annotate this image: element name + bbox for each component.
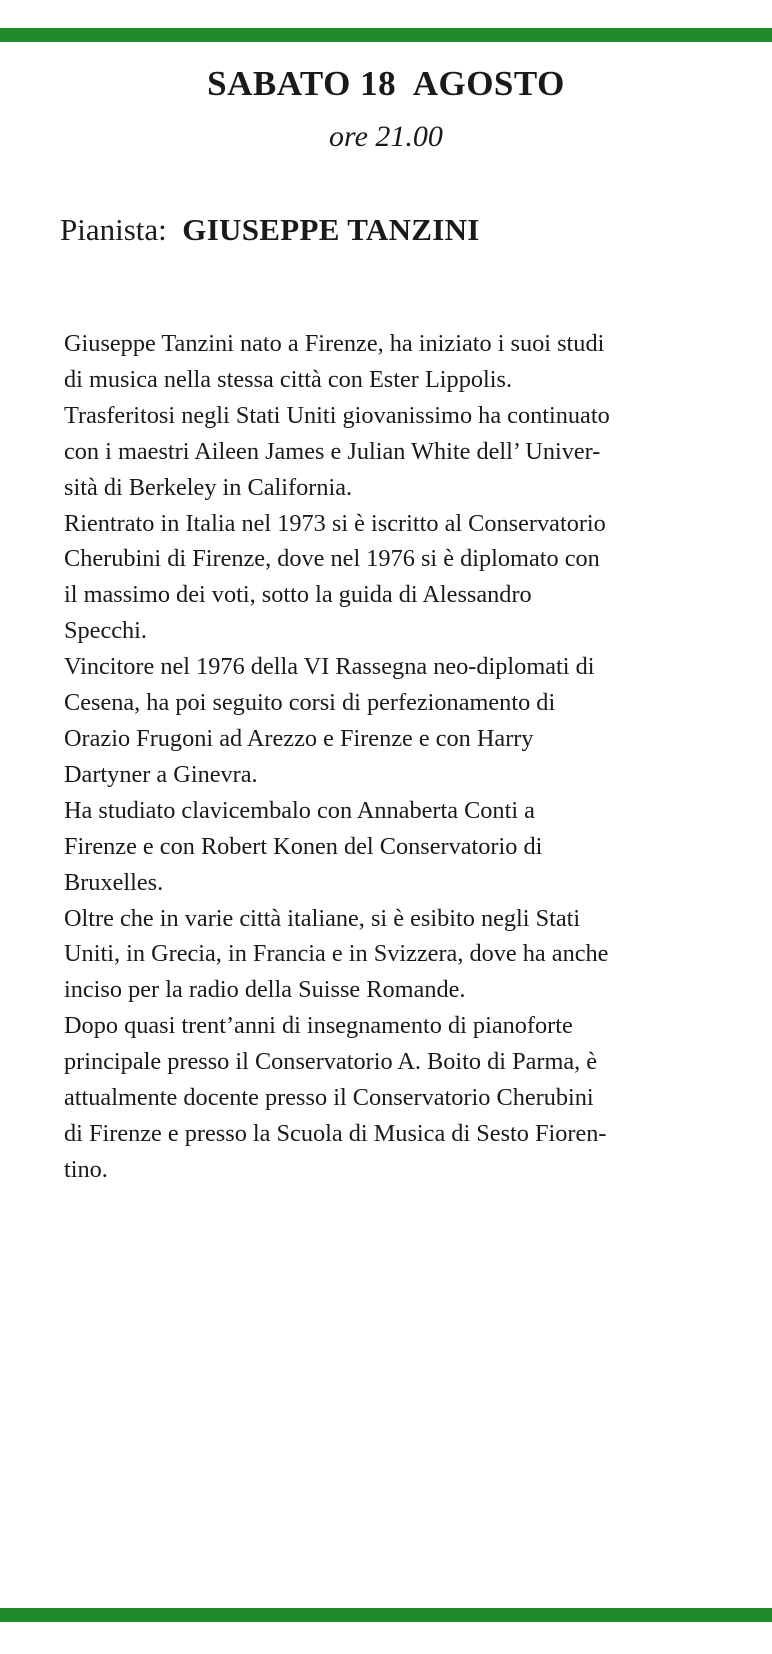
biography-line: principale presso il Conservatorio A. Boito di Parma, è (64, 1048, 598, 1076)
top-green-rule (0, 28, 772, 42)
biography-line: di musica nella stessa città con Ester Lippolis. (64, 365, 513, 393)
biography-line: Specchi. (64, 617, 147, 645)
event-time: ore 21.00 (329, 120, 443, 153)
biography-line: Giuseppe Tanzini nato a Firenze, ha iniziato i suoi studi (64, 330, 605, 357)
performer-line (60, 210, 480, 250)
biography-line: attualmente docente presso il Conservatorio Cherubini (64, 1084, 594, 1112)
biography-line: con i maestri Aileen James e Julian White dell’ Univer- (64, 437, 601, 465)
biography-line: Oltre che in varie città italiane, si è esibito negli Stati (64, 904, 581, 932)
biography-line: Dartyner a Ginevra. (64, 760, 258, 788)
biography-line: Cherubini di Firenze, dove nel 1976 si è diplomato con (64, 545, 600, 573)
performer-role: Pianista: (60, 212, 167, 247)
biography-line: Uniti, in Grecia, in Francia e in Svizzera, dove ha anche (64, 940, 609, 968)
biography-line: tino. (64, 1155, 108, 1183)
biography-line: il massimo dei voti, sotto la guida di Alessandro (64, 581, 532, 609)
event-date: SABATO 18 AGOSTO (207, 64, 565, 103)
biography (64, 326, 744, 1188)
biography-line: inciso per la radio della Suisse Romande. (64, 976, 466, 1004)
bottom-green-rule (0, 1608, 772, 1622)
performer-name: GIUSEPPE TANZINI (182, 212, 480, 247)
biography-line: sità di Berkeley in California. (64, 473, 353, 501)
biography-line: Orazio Frugoni ad Arezzo e Firenze e con Harry (64, 724, 534, 752)
biography-line: di Firenze e presso la Scuola di Musica di Sesto Fioren- (64, 1119, 607, 1147)
biography-line: Bruxelles. (64, 868, 164, 896)
biography-line: Vincitore nel 1976 della VI Rassegna neo-diplomati di (64, 653, 595, 681)
biography-line: Cesena, ha poi seguito corsi di perfezionamento di (64, 689, 556, 717)
biography-line: Dopo quasi trent’anni di insegnamento di pianoforte (64, 1012, 573, 1040)
biography-line: Ha studiato clavicembalo con Annaberta Conti a (64, 796, 535, 824)
biography-line: Rientrato in Italia nel 1973 si è iscritto al Conservatorio (64, 509, 606, 537)
biography-line: Trasferitosi negli Stati Uniti giovanissimo ha continuato (64, 401, 610, 429)
biography-line: Firenze e con Robert Konen del Conservatorio di (64, 832, 543, 860)
